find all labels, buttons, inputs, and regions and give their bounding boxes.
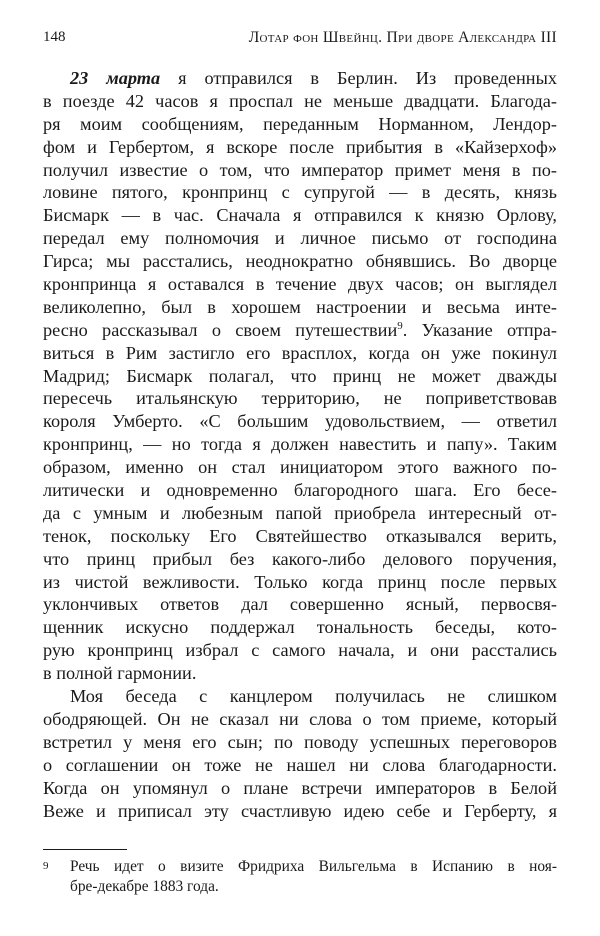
footnote-reference[interactable]: 9	[397, 319, 403, 332]
footnote-separator	[43, 849, 127, 850]
text-line: Моя беседа с канцлером получилась не слишком	[70, 686, 557, 707]
text-line: да с умным и любезным папой приобрела интересный от-	[43, 502, 557, 523]
text-line: 23 марта я отправился в Берлин. Из проведенных	[70, 68, 558, 88]
text-line: литически и одновременно благородного шага. Его бесе-	[43, 480, 557, 501]
text-line: уклончивых ответов дал совершенно ясный, первосвя-	[43, 594, 557, 615]
running-head	[43, 29, 557, 51]
footnote-line: Речь идет о визите Фридриха Вильгельма в Испанию в ноя-	[70, 858, 557, 875]
page-number: 148	[43, 29, 66, 45]
text-line: образом, именно он стал инициатором этого важного по-	[43, 457, 557, 478]
text-line: Веже и приписал эту счастливую идею себе и Герберту, я	[43, 800, 557, 821]
paragraph-2	[43, 685, 557, 822]
text-line: передал ему полномочия и личное письмо от господина	[43, 228, 557, 249]
running-head-title: Лотар фон Швейнц. При дворе Александра III	[248, 29, 557, 46]
footnote-number: 9	[43, 860, 49, 872]
text-line: Когда он упомянул о плане встречи императоров в Белой	[43, 777, 557, 798]
text-line: ресно рассказывал о своем путешествии$^9$. Указание отпра-	[43, 319, 557, 340]
text-line: рую кронпринц избрал с самого начала, и они расстались	[43, 640, 557, 661]
text-line: в поезде 42 часов я проспал не меньше двадцати. Благода-	[43, 90, 557, 111]
text-line: получил известие о том, что император примет меня в по-	[43, 159, 557, 180]
text-line: кронпринца я оставался в течение двух часов; он выглядел	[43, 274, 557, 295]
text-line: что принц прибыл без какого-либо делового поручения,	[43, 548, 557, 569]
text-line: кронпринц, — но тогда я должен навестить и папу». Таким	[43, 434, 557, 455]
footnote-text	[70, 857, 557, 896]
text-line: великолепно, был в хорошем настроении и весьма инте-	[43, 296, 557, 317]
text-line: встретил у меня его сын; по поводу успешных переговоров	[43, 731, 557, 752]
text-line: короля Умберто. «С большим удовольствием, — ответил	[43, 411, 557, 432]
text-line: пересечь итальянскую территорию, не поприветствовав	[43, 388, 557, 409]
footnote	[43, 857, 557, 896]
text-line: о соглашении он тоже не нашел ни слова благодарности.	[43, 754, 557, 775]
body-text	[43, 67, 557, 822]
footnote-line: бре-декабре 1883 года.	[70, 877, 219, 895]
text-line: виться в Рим застигло его врасплох, когда он уже покинул	[43, 342, 557, 363]
text-line: Мадрид; Бисмарк полагал, что принц не может дважды	[43, 365, 557, 386]
date-emphasis: 23 марта	[70, 68, 161, 88]
text-line: ободряющей. Он не сказал ни слова о том приеме, который	[43, 708, 557, 729]
text-line: щенник искусно поддержал тональность беседы, кото-	[43, 617, 557, 638]
text-line: ловине пятого, кронпринц с супругой — в десять, князь	[43, 182, 557, 203]
text-line: из чистой вежливости. Только когда принц после первых	[43, 571, 557, 592]
text-line: тенок, поскольку Его Святейшество отказывался верить,	[43, 525, 557, 546]
paragraph-1	[43, 67, 557, 685]
text-line: в полной гармонии.	[43, 663, 197, 684]
text-line: Гирса; мы расстались, неоднократно обнявшись. Во дворце	[43, 251, 557, 272]
text-line: Бисмарк — в час. Сначала я отправился к князю Орлову,	[43, 205, 557, 226]
text-line: ря моим сообщениям, переданным Норманном, Лендор-	[43, 113, 557, 134]
text-line: фом и Гербертом, я вскоре после прибытия в «Кайзерхоф»	[43, 136, 557, 157]
